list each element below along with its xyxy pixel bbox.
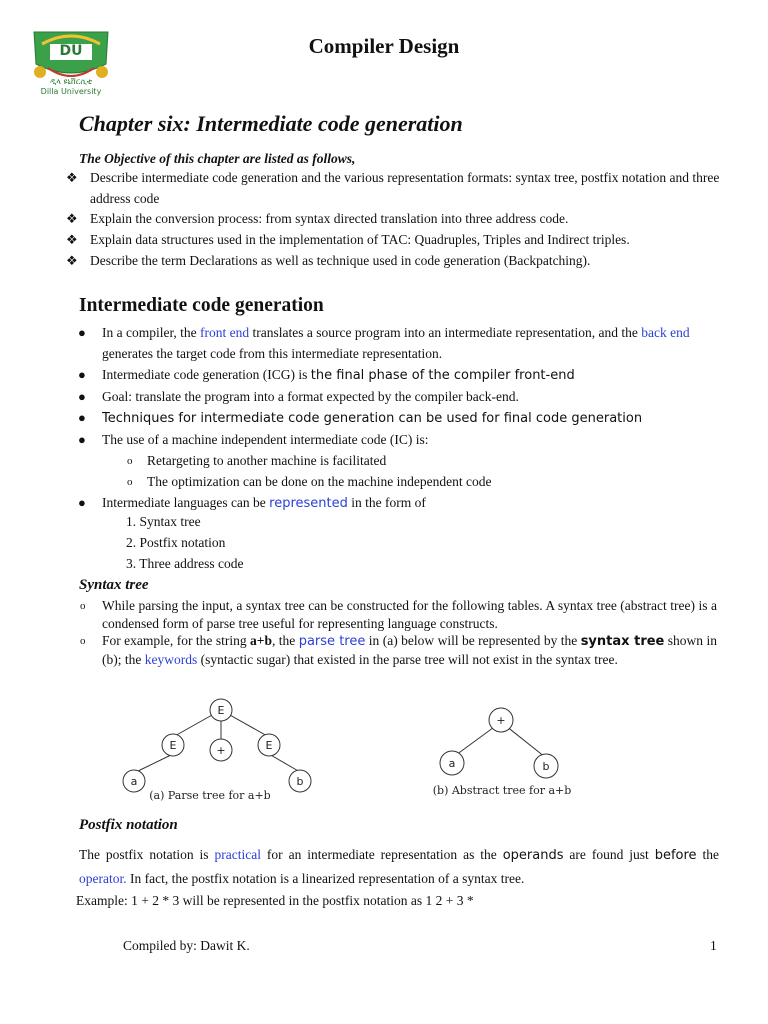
node-label: E [265,739,273,752]
before-term: before [654,848,697,863]
diamond-bullet-icon: ❖ [66,253,78,268]
objective-item: ❖ Explain the conversion process: from syntax directed translation into three address code. [90,209,730,230]
numbered-item: 1. Syntax tree [126,514,201,529]
numbered-item: 2. Postfix notation [126,535,226,550]
syntax-tree-term: syntax tree [580,634,665,649]
logo-initials: DU [59,43,83,59]
bullet-icon: ● [78,325,86,340]
bullet-item: ● Intermediate languages can be represented in the form of [102,493,732,515]
postfix-paragraph: The postfix notation is practical for an intermediate representation as the operands are found just before the operator. In fact, the postfix notation is a linearized representation of a syntax tree. [79,847,719,886]
practical-term: practical [214,847,261,862]
bullet-icon: ● [78,495,86,510]
circle-bullet-paragraph: o For example, for the string a+b, the parse tree in (a) below will be represented by the syntax tree shown in (b); the keywords (syntactic sugar) that existed in the parse tree will not exist in the syntax tree. [80,633,717,667]
node-label: a [130,775,138,788]
objective-item: ❖ Explain data structures used in the implementation of TAC: Quadruples, Triples and Indirect triples. [90,230,730,251]
bullet-icon: ● [78,410,86,425]
postfix-example: Example: 1 + 2 * 3 will be represented in the postfix notation as 1 2 + 3 * [76,893,474,908]
bullet-icon: ● [78,432,86,447]
figure-caption: (b) Abstract tree for a+b [432,784,572,797]
operator-term: operator. [79,871,127,886]
bullet-item: ● In a compiler, the front end translates a source program into an intermediate representation, and the back end generates the target code from this intermediate representation. [78,325,690,361]
objective-intro: The Objective of this chapter are listed as follows, [79,151,356,166]
bullet-item: ● Goal: translate the program into a format expected by the compiler back-end. [102,387,732,408]
logo-amharic-text: ዲላ ዩኒቨርሲቲ [49,77,93,86]
node-label: + [496,714,506,727]
page-header-title: Compiler Design [308,34,460,58]
node-label: E [217,704,225,717]
keywords-term: keywords [144,652,198,667]
objective-item: ❖ Describe intermediate code generation and the various representation formats: syntax tree, postfix notation and three address code [66,170,720,206]
parse-tree-figure [110,692,320,804]
node-label: E [169,739,177,752]
circle-bullet-icon: o [80,600,86,612]
circle-bullet-paragraph: o While parsing the input, a syntax tree can be constructed for the following tables. A syntax tree (abstract tree) is a condensed form of parse tree useful for representing language constructs. [80,598,717,631]
abstract-tree-figure [428,700,578,800]
node-label: b [296,775,304,788]
footer-compiled-by: Compiled by: Dawit K. [123,938,250,953]
circle-bullet-icon: o [80,635,86,647]
logo-english-text: Dilla University [40,87,102,96]
diamond-bullet-icon: ❖ [66,232,78,247]
objective-item: ❖ Describe the term Declarations as well as technique used in code generation (Backpatching). [90,251,730,272]
subsection-heading-syntax-tree: Syntax tree [79,577,149,593]
bullet-item: ● Intermediate code generation (ICG) is the final phase of the compiler front-end [102,365,732,387]
sub-bullet-item: o The optimization can be done on the machine independent code [147,472,492,493]
circle-bullet-icon: o [127,476,133,488]
section-heading-icg: Intermediate code generation [79,295,324,316]
bullet-item: ● Techniques for intermediate code generation can be used for final code generation [102,408,732,430]
diamond-bullet-icon: ❖ [66,211,78,226]
front-end-term: front end [200,325,250,340]
parse-tree-term: parse tree [298,634,366,649]
sub-bullet-item: o Retargeting to another machine is facilitated [147,451,386,472]
subsection-heading-postfix: Postfix notation [79,817,178,833]
bullet-item: ● The use of a machine independent intermediate code (IC) is: [102,430,732,451]
numbered-item: 3. Three address code [126,556,244,571]
node-label: b [542,760,550,773]
back-end-term: back end [641,325,690,340]
node-label: + [216,744,226,757]
node-label: a [448,757,456,770]
represented-term: represented [269,496,348,511]
figure-caption: (a) Parse tree for a+b [149,789,271,802]
chapter-title: Chapter six: Intermediate code generation [79,111,463,136]
footer-page-number: 1 [710,938,717,953]
diamond-bullet-icon: ❖ [66,170,78,185]
bullet-icon: ● [78,367,86,382]
circle-bullet-icon: o [127,455,133,467]
operands-term: operands [502,848,564,863]
bullet-icon: ● [78,389,86,404]
